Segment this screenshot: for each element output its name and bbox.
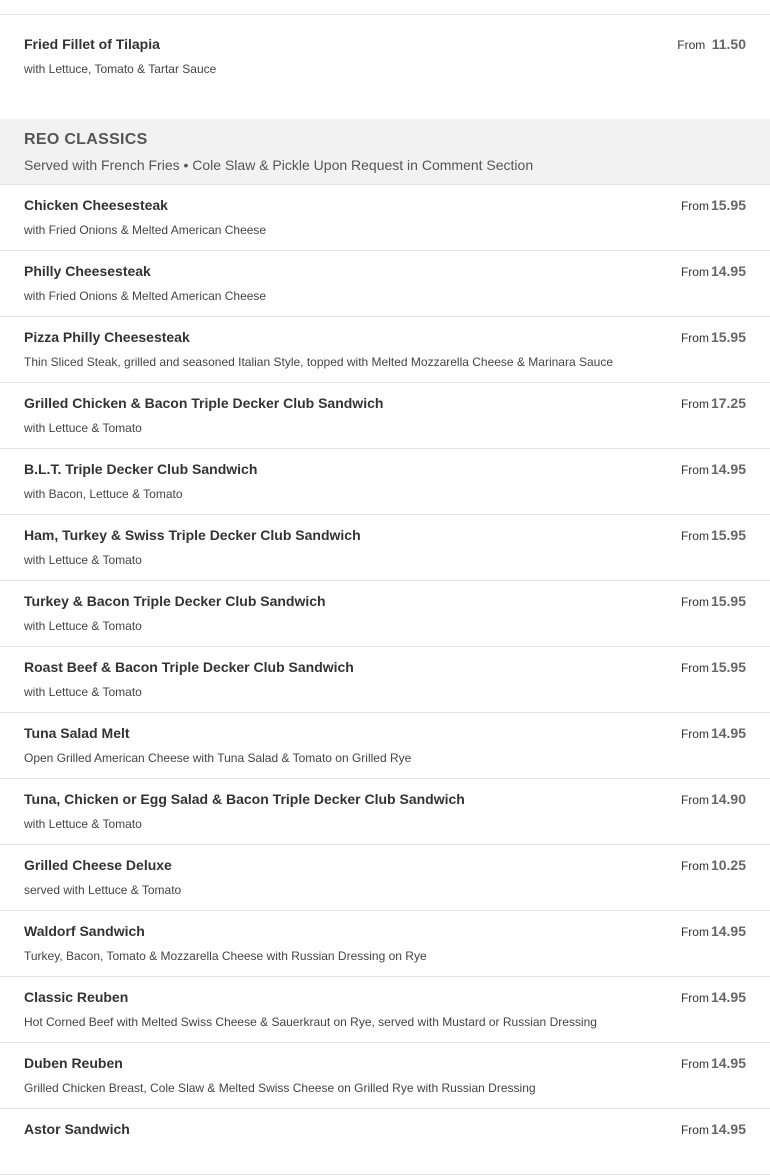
item-description: Thin Sliced Steak, grilled and seasoned Italian Style, topped with Melted Mozzarella Cheese & Marinara Sauce bbox=[24, 355, 613, 369]
item-price bbox=[681, 857, 746, 875]
price-prefix: From bbox=[680, 793, 709, 807]
item-description: Turkey, Bacon, Tomato & Mozzarella Cheese with Russian Dressing on Rye bbox=[24, 949, 427, 963]
item-price bbox=[681, 989, 746, 1007]
menu-item[interactable] bbox=[0, 449, 770, 515]
menu-item-fried-fillet-of-tilapia[interactable] bbox=[0, 24, 770, 90]
item-price bbox=[677, 36, 746, 54]
price-prefix: From bbox=[677, 38, 706, 52]
item-name: Grilled Cheese Deluxe bbox=[24, 857, 172, 873]
item-description: Grilled Chicken Breast, Cole Slaw & Melted Swiss Cheese on Grilled Rye with Russian Dressing bbox=[24, 1081, 536, 1095]
item-name: Philly Cheesesteak bbox=[24, 263, 151, 279]
menu-item[interactable] bbox=[0, 581, 770, 647]
menu-item[interactable] bbox=[0, 713, 770, 779]
menu-item[interactable] bbox=[0, 1109, 770, 1175]
menu-item[interactable] bbox=[0, 911, 770, 977]
price-prefix: From bbox=[680, 1057, 709, 1071]
menu-item[interactable] bbox=[0, 977, 770, 1043]
price-prefix: From bbox=[680, 331, 709, 345]
price-prefix: From bbox=[680, 265, 709, 279]
menu-item[interactable] bbox=[0, 185, 770, 251]
item-description: with Lettuce & Tomato bbox=[24, 685, 142, 699]
price-value: 10.25 bbox=[710, 857, 746, 873]
item-description: with Fried Onions & Melted American Cheese bbox=[24, 223, 267, 237]
item-name: Turkey & Bacon Triple Decker Club Sandwich bbox=[24, 593, 326, 609]
menu-item[interactable] bbox=[0, 647, 770, 713]
item-name: Classic Reuben bbox=[24, 989, 129, 1005]
item-price bbox=[681, 791, 746, 809]
item-name: Tuna Salad Melt bbox=[24, 725, 130, 741]
price-value: 14.90 bbox=[710, 791, 746, 807]
price-value: 15.95 bbox=[710, 593, 746, 609]
menu-item[interactable] bbox=[0, 845, 770, 911]
price-prefix: From bbox=[680, 1123, 709, 1137]
item-price bbox=[681, 263, 746, 281]
section-title: REO CLASSICS bbox=[24, 131, 148, 148]
item-price bbox=[681, 329, 746, 347]
price-value: 14.95 bbox=[710, 263, 746, 279]
menu-item[interactable] bbox=[0, 251, 770, 317]
price-value: 14.95 bbox=[710, 1055, 746, 1071]
price-value: 14.95 bbox=[710, 1121, 746, 1137]
price-value: 15.95 bbox=[710, 329, 746, 345]
item-name: Ham, Turkey & Swiss Triple Decker Club Sandwich bbox=[24, 527, 361, 543]
item-name: Duben Reuben bbox=[24, 1055, 123, 1071]
price-value: 14.95 bbox=[710, 989, 746, 1005]
item-price bbox=[681, 1055, 746, 1073]
item-name: Pizza Philly Cheesesteak bbox=[24, 329, 190, 345]
price-prefix: From bbox=[680, 859, 709, 873]
item-description: served with Lettuce & Tomato bbox=[24, 883, 182, 897]
item-price bbox=[681, 593, 746, 611]
price-prefix: From bbox=[680, 925, 709, 939]
price-value: 15.95 bbox=[710, 659, 746, 675]
price-value: 15.95 bbox=[710, 527, 746, 543]
item-name: Tuna, Chicken or Egg Salad & Bacon Triple Decker Club Sandwich bbox=[24, 791, 465, 807]
item-description: with Lettuce & Tomato bbox=[24, 619, 142, 633]
item-description: Hot Corned Beef with Melted Swiss Cheese & Sauerkraut on Rye, served with Mustard or Russian Dressing bbox=[24, 1015, 597, 1029]
item-description: with Lettuce, Tomato & Tartar Sauce bbox=[24, 62, 217, 76]
menu-item[interactable] bbox=[0, 515, 770, 581]
price-prefix: From bbox=[680, 397, 709, 411]
item-price bbox=[681, 725, 746, 743]
price-prefix: From bbox=[680, 595, 709, 609]
item-price bbox=[681, 395, 746, 413]
item-description: Open Grilled American Cheese with Tuna Salad & Tomato on Grilled Rye bbox=[24, 751, 412, 765]
item-price bbox=[681, 527, 746, 545]
item-description: with Fried Onions & Melted American Cheese bbox=[24, 289, 267, 303]
menu-item[interactable] bbox=[0, 1043, 770, 1109]
item-description: with Lettuce & Tomato bbox=[24, 817, 142, 831]
price-value: 14.95 bbox=[710, 461, 746, 477]
item-price bbox=[681, 1121, 746, 1139]
price-prefix: From bbox=[680, 727, 709, 741]
item-description: with Lettuce & Tomato bbox=[24, 553, 142, 567]
price-prefix: From bbox=[680, 661, 709, 675]
price-value: 11.50 bbox=[711, 36, 746, 52]
item-description: with Bacon, Lettuce & Tomato bbox=[24, 487, 183, 501]
section-header bbox=[0, 119, 770, 185]
price-prefix: From bbox=[680, 529, 709, 543]
menu-item[interactable] bbox=[0, 317, 770, 383]
section-subtitle: Served with French Fries • Cole Slaw & Pickle Upon Request in Comment Section bbox=[24, 157, 534, 173]
price-prefix: From bbox=[680, 463, 709, 477]
item-name: B.L.T. Triple Decker Club Sandwich bbox=[24, 461, 258, 477]
price-value: 15.95 bbox=[710, 197, 746, 213]
item-name: Roast Beef & Bacon Triple Decker Club Sandwich bbox=[24, 659, 354, 675]
item-name: Fried Fillet of Tilapia bbox=[24, 36, 160, 52]
item-name: Chicken Cheesesteak bbox=[24, 197, 168, 213]
item-price bbox=[681, 659, 746, 677]
item-name: Astor Sandwich bbox=[24, 1121, 130, 1137]
price-value: 14.95 bbox=[710, 923, 746, 939]
price-prefix: From bbox=[680, 991, 709, 1005]
item-name: Waldorf Sandwich bbox=[24, 923, 145, 939]
item-description: with Lettuce & Tomato bbox=[24, 421, 142, 435]
menu-item[interactable] bbox=[0, 383, 770, 449]
item-price bbox=[681, 197, 746, 215]
price-prefix: From bbox=[680, 199, 709, 213]
item-price bbox=[681, 923, 746, 941]
item-name: Grilled Chicken & Bacon Triple Decker Club Sandwich bbox=[24, 395, 384, 411]
price-value: 14.95 bbox=[710, 725, 746, 741]
menu-item[interactable] bbox=[0, 779, 770, 845]
item-price bbox=[681, 461, 746, 479]
divider bbox=[0, 14, 770, 15]
price-value: 17.25 bbox=[710, 395, 746, 411]
